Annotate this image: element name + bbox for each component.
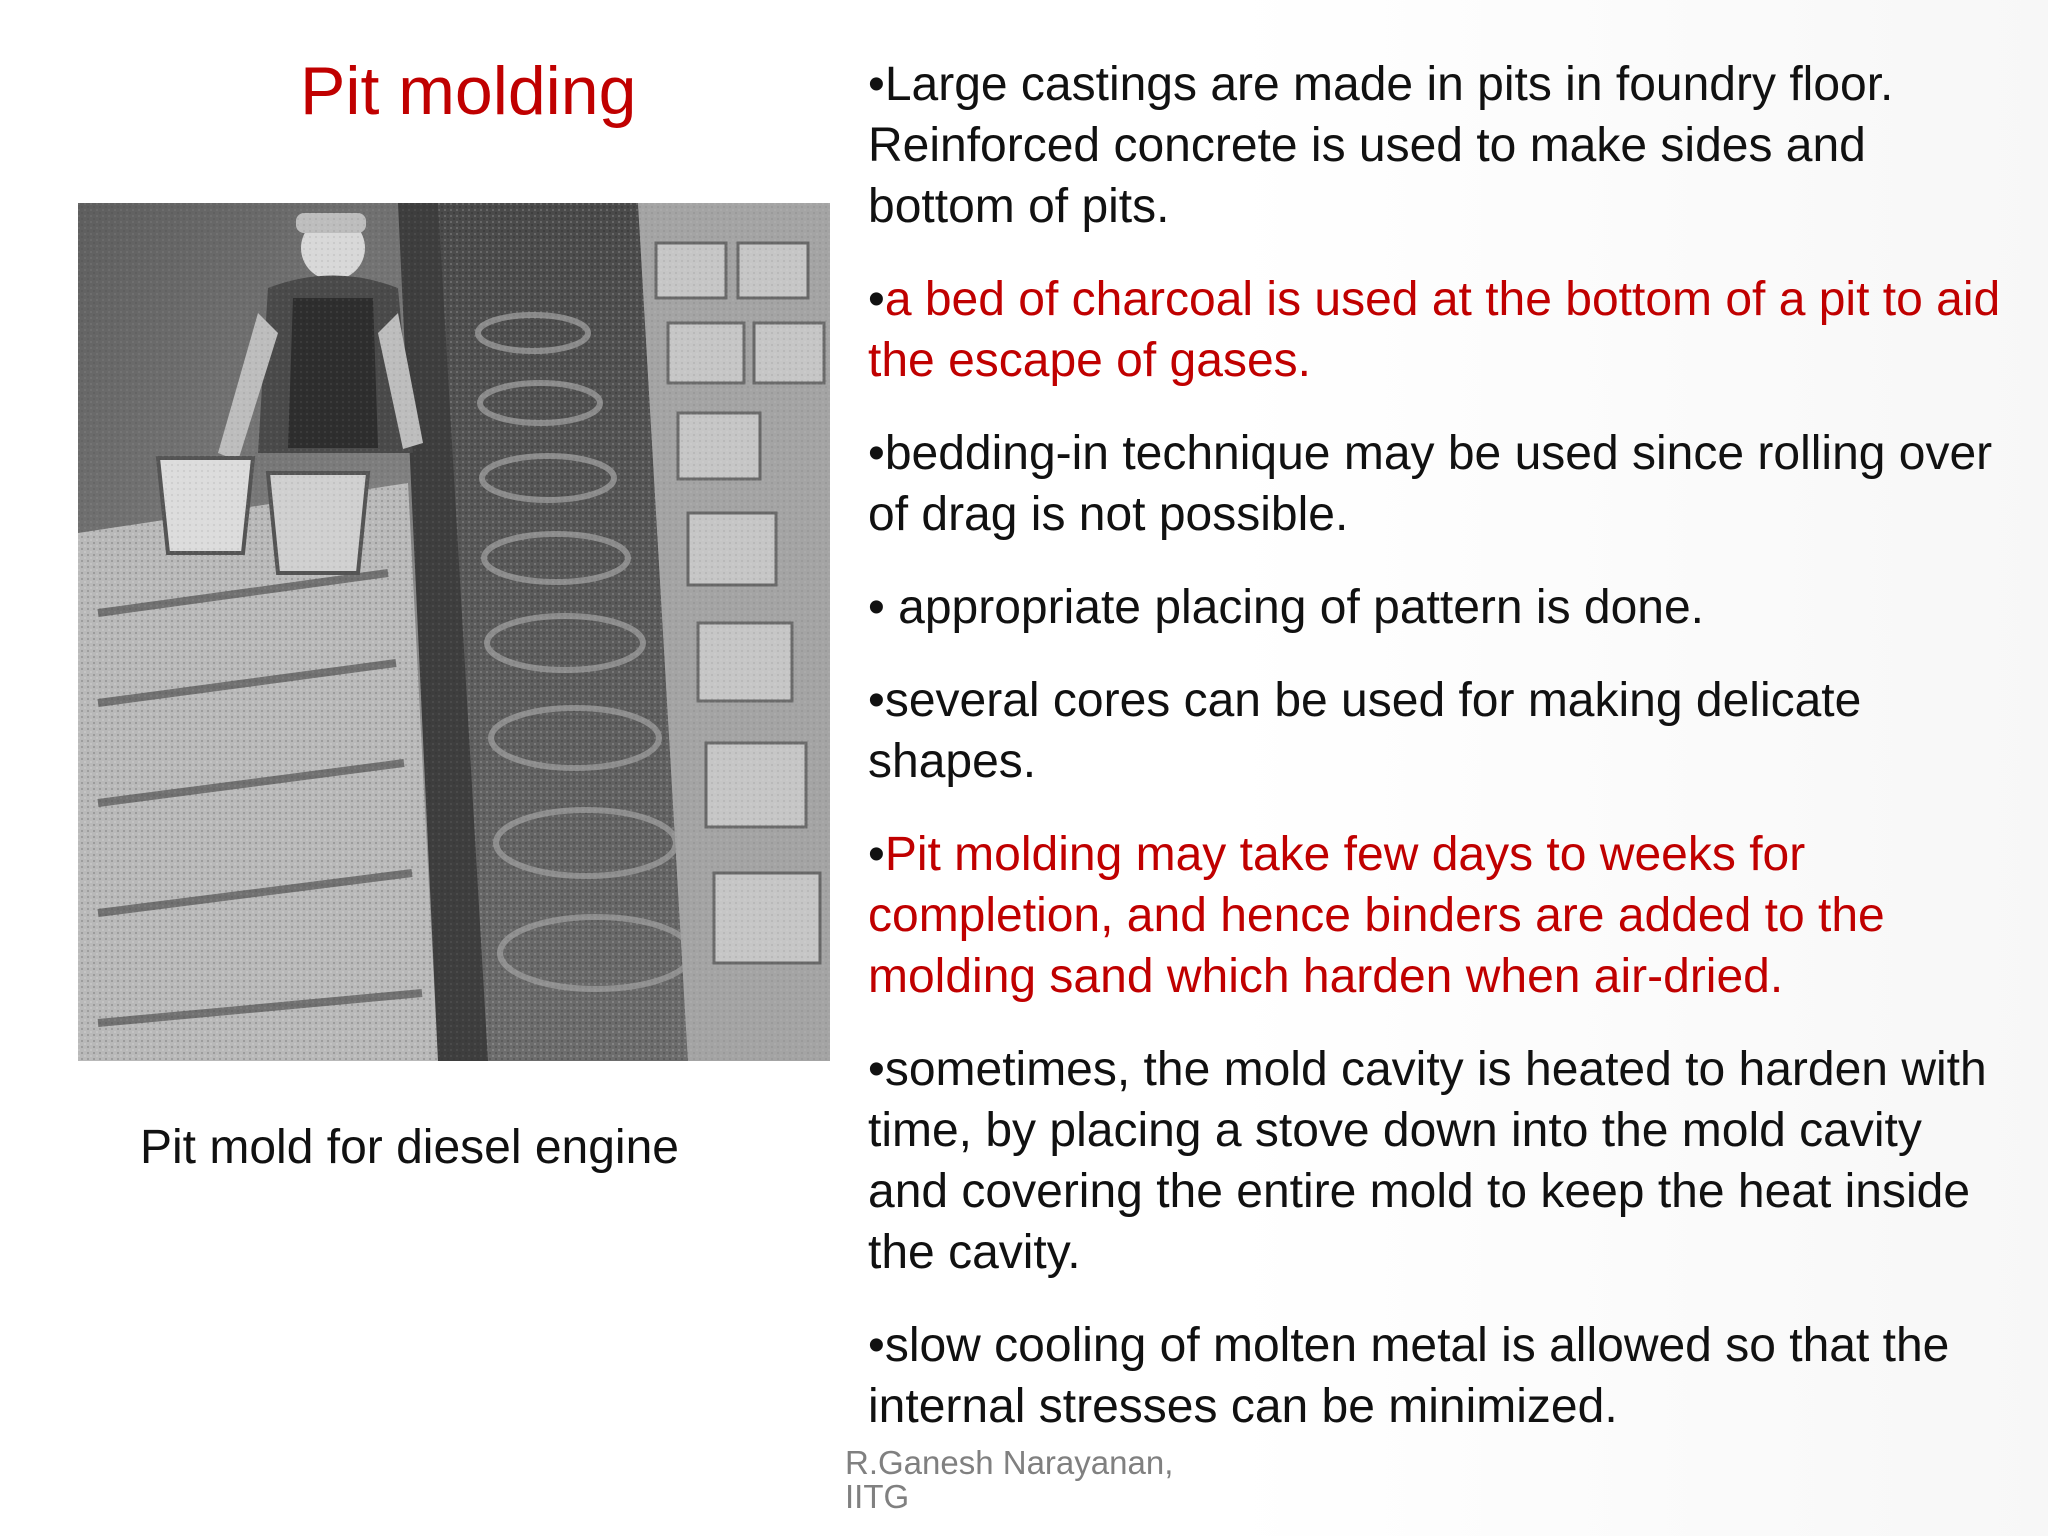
bullet-item bbox=[868, 54, 2008, 237]
author-institute: IITG bbox=[845, 1478, 910, 1515]
bullet-marker: • bbox=[868, 273, 885, 326]
bullet-text: Pit molding may take few days to weeks for completion, and hence binders are added to the molding sand which harden when air-dried. bbox=[868, 828, 1885, 1003]
photo-caption: Pit mold for diesel engine bbox=[140, 1121, 679, 1174]
bullet-item bbox=[868, 1039, 2008, 1283]
bullet-item bbox=[868, 824, 2008, 1007]
bullet-text: a bed of charcoal is used at the bottom of a pit to aid the escape of gases. bbox=[868, 273, 2001, 387]
author-footer bbox=[845, 1446, 1265, 1514]
bullet-marker: • bbox=[868, 674, 885, 727]
bullet-text: several cores can be used for making delicate shapes. bbox=[868, 674, 1862, 788]
bullet-text: slow cooling of molten metal is allowed so that the internal stresses can be minimized. bbox=[868, 1319, 1950, 1433]
bullet-text: Large castings are made in pits in foundry floor. Reinforced concrete is used to make sides and bottom of pits. bbox=[868, 58, 1894, 233]
foundry-pit-photo-icon bbox=[78, 203, 830, 1061]
bullet-marker: • bbox=[868, 828, 885, 881]
slide-title: Pit molding bbox=[300, 53, 637, 129]
bullet-marker: • bbox=[868, 581, 899, 634]
bullet-text: bedding-in technique may be used since rolling over of drag is not possible. bbox=[868, 427, 1993, 541]
bullet-marker: • bbox=[868, 427, 885, 480]
bullet-item bbox=[868, 577, 2008, 638]
bullet-item bbox=[868, 269, 2008, 391]
bullet-item bbox=[868, 670, 2008, 792]
bullet-item bbox=[868, 1315, 2008, 1437]
bullet-list bbox=[868, 54, 2008, 1469]
bullet-marker: • bbox=[868, 1043, 885, 1096]
author-name: R.Ganesh Narayanan, bbox=[845, 1444, 1174, 1481]
bullet-marker: • bbox=[868, 58, 885, 111]
pit-mold-photo bbox=[78, 203, 830, 1061]
bullet-item bbox=[868, 423, 2008, 545]
bullet-text: appropriate placing of pattern is done. bbox=[898, 581, 1705, 634]
bullet-text: sometimes, the mold cavity is heated to harden with time, by placing a stove down into the mold cavity and covering the entire mold to keep the heat inside the cavity. bbox=[868, 1043, 1987, 1279]
bullet-marker: • bbox=[868, 1319, 885, 1372]
